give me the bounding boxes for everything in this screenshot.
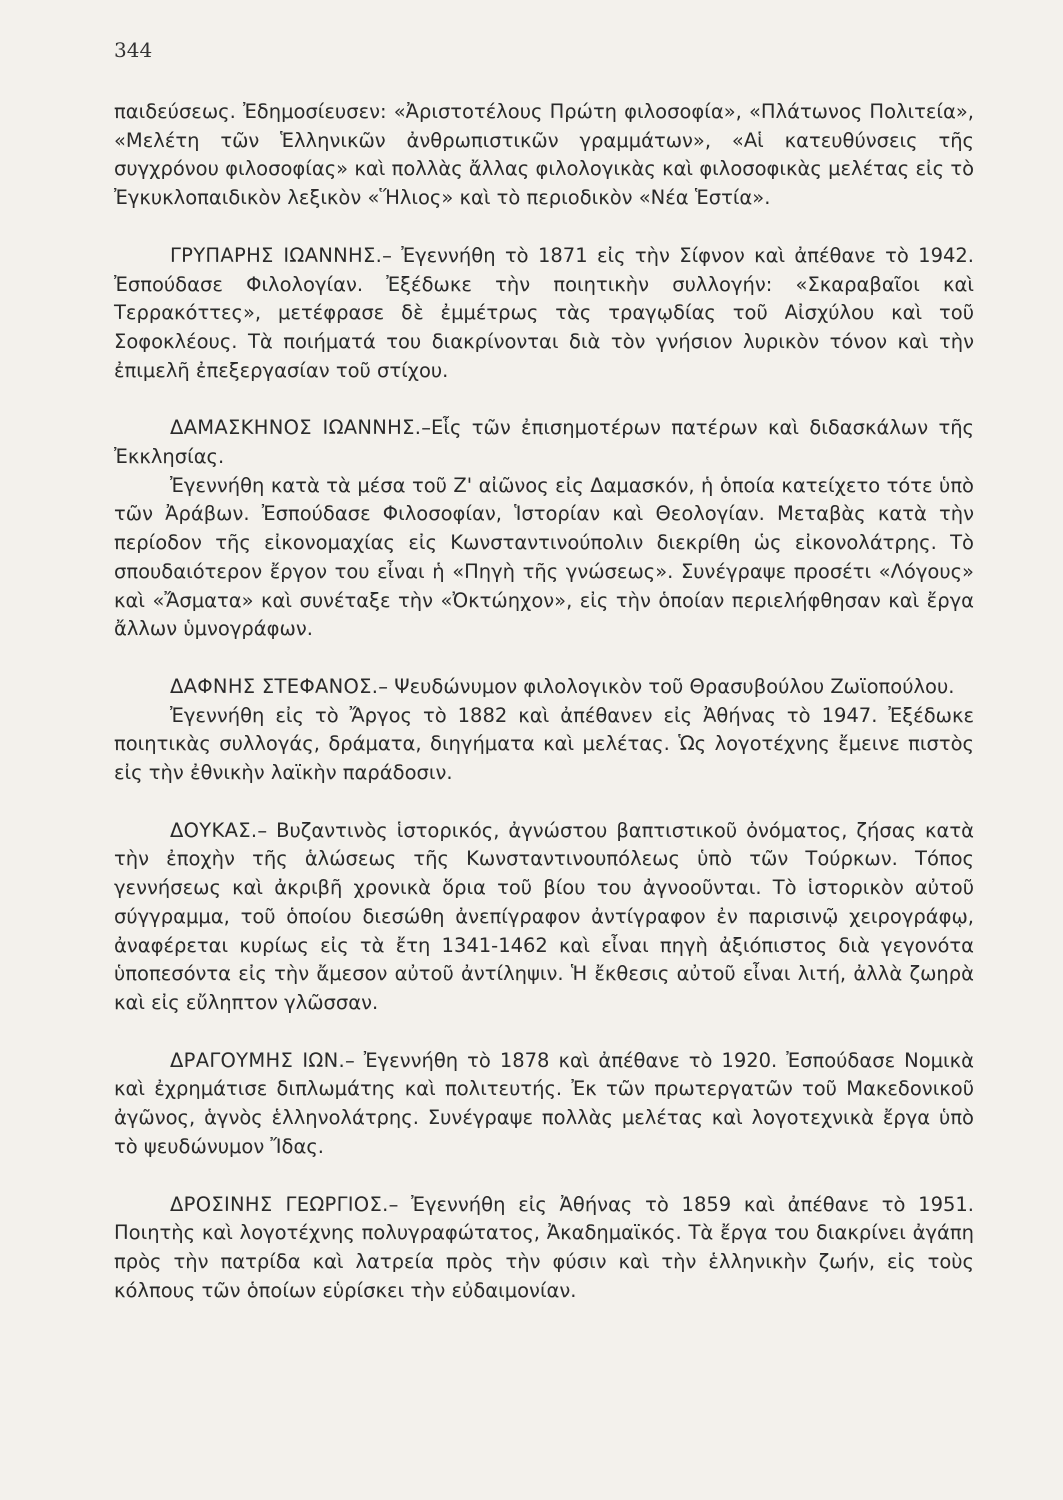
entry-continuation: Ἐγεννήθη εἰς τὸ Ἄργος τὸ 1882 καὶ ἀπέθανεν εἰς Ἀθήνας τὸ 1947. Ἐξέδωκε ποιητικὰς συλλογάς, δράματα, διηγήματα καὶ μελέτας. Ὡς λογοτέχνης ἔμεινε πιστὸς εἰς τὴν ἐθνικὴν λαϊκὴν παράδοσιν. bbox=[114, 703, 974, 785]
entry-text: – Ἐγεννήθη εἰς Ἀθήνας τὸ 1859 καὶ ἀπέθανε τὸ 1951. Ποιητὴς καὶ λογοτέχνης πολυγραφώτατος, Ἀκαδημαϊκός. Τὰ ἔργα του διακρίνει ἀγάπη πρὸς τὴν πατρίδα καὶ λατρεία πρὸς τὴν φύσιν καὶ τὴν ἑλληνικὴν ζωήν, εἰς τοὺς κόλπους τῶν ὁποίων εὑρίσκει τὴν εὐδαιμονίαν. bbox=[114, 1192, 974, 1302]
entry-name: ΔΑΜΑΣΚΗΝΟΣ ΙΩΑΝΝΗΣ. bbox=[170, 416, 422, 440]
entry-text: – Ἐγεννήθη τὸ 1878 καὶ ἀπέθανε τὸ 1920. Ἐσπούδασε Νομικὰ καὶ ἐχρημάτισε διπλωμάτης καὶ πολιτευτής. Ἐκ τῶν πρωτεργατῶν τοῦ Μακεδονικοῦ ἀγῶνος, ἁγνὸς ἑλληνολάτρης. Συνέγραψε πολλὰς μελέτας καὶ λογοτεχνικὰ ἔργα ὑπὸ τὸ ψευδώνυμον Ἴδας. bbox=[114, 1048, 974, 1158]
entry-name: ΔΡΑΓΟΥΜΗΣ ΙΩΝ. bbox=[170, 1048, 346, 1072]
entry-name: ΔΡΟΣΙΝΗΣ ΓΕΩΡΓΙΟΣ. bbox=[170, 1192, 389, 1216]
entry-dafnis bbox=[114, 673, 974, 702]
intro-paragraph: παιδεύσεως. Ἐδημοσίευσεν: «Ἀριστοτέλους Πρώτη φιλοσοφία», «Πλάτωνος Πολιτεία», «Μελέτη τῶν Ἑλληνικῶν ἀνθρωπιστικῶν γραμμάτων», «Αἱ κατευθύνσεις τῆς συγχρόνου φιλοσοφίας» καὶ πολλὰς ἄλλας φιλολογικὰς καὶ φιλοσοφικὰς μελέτας εἰς τὸ Ἐγκυκλοπαιδικὸν λεξικὸν «Ἥλιος» καὶ τὸ περιοδικὸν «Νέα Ἑστία». bbox=[114, 100, 974, 210]
entry-gryparis bbox=[114, 242, 974, 386]
entry-text: – Ἐγεννήθη τὸ 1871 εἰς τὴν Σίφνον καὶ ἀπέθανε τὸ 1942. Ἐσπούδασε Φιλολογίαν. Ἐξέδωκε τὴν ποιητικὴν συλλογήν: «Σκαραβαῖοι καὶ Τερρακόττες», μετέφρασε δὲ ἐμμέτρως τὰς τραγῳδίας τοῦ Αἰσχύλου καὶ τοῦ Σοφοκλέους. Τὰ ποιήματά του διακρίνονται διὰ τὸν γνήσιον λυρικὸν τόνον καὶ τὴν ἐπιμελῆ ἐπεξεργασίαν τοῦ στίχου. bbox=[114, 243, 974, 382]
entry-text: – Ψευδώνυμον φιλολογικὸν τοῦ Θρασυβούλου Ζωϊοπούλου. bbox=[378, 674, 955, 698]
entry-text: –Εἷς τῶν ἐπισημοτέρων πατέρων καὶ διδασκάλων τῆς Ἐκκλησίας. bbox=[114, 416, 975, 469]
page-body bbox=[114, 98, 974, 1305]
entry-drosinis bbox=[114, 1191, 974, 1306]
entry-name: ΔΟΥΚΑΣ. bbox=[170, 818, 258, 842]
entry-dragoumis bbox=[114, 1047, 974, 1162]
entry-text: – Βυζαντινὸς ἱστορικός, ἀγνώστου βαπτιστικοῦ ὀνόματος, ζήσας κατὰ τὴν ἐποχὴν τῆς ἁλώσεως τῆς Κωνσταντινουπόλεως ὑπὸ τῶν Τούρκων. Τόπος γεννήσεως καὶ ἀκριβῆ χρονικὰ ὅρια τοῦ βίου του ἀγνοοῦνται. Τὸ ἱστορικὸν αὐτοῦ σύγγραμμα, τοῦ ὁποίου διεσώθη ἀνεπίγραφον ἀντίγραφον ἐν παρισινῷ χειρογράφῳ, ἀναφέρεται κυρίως εἰς τὰ ἔτη 1341-1462 καὶ εἶναι πηγὴ ἀξιόπιστος διὰ γεγονότα ὑποπεσόντα εἰς τὴν ἄμεσον αὐτοῦ ἀντίληψιν. Ἡ ἔκθεσις αὐτοῦ εἶναι λιτή, ἀλλὰ ζωηρὰ καὶ εἰς εὔληπτον γλῶσσαν. bbox=[114, 818, 974, 1014]
entry-name: ΔΑΦΝΗΣ ΣΤΕΦΑΝΟΣ. bbox=[170, 674, 379, 698]
page-number: 344 bbox=[114, 38, 153, 62]
entry-damaskinos bbox=[114, 414, 974, 471]
entry-doukas bbox=[114, 817, 974, 1018]
entry-continuation: Ἐγεννήθη κατὰ τὰ μέσα τοῦ Ζ' αἰῶνος εἰς Δαμασκόν, ἡ ὁποία κατείχετο τότε ὑπὸ τῶν Ἀράβων. Ἐσπούδασε Φιλοσοφίαν, Ἱστορίαν καὶ Θεολογίαν. Μεταβὰς κατὰ τὴν περίοδον τῆς εἰκονομαχίας εἰς Κωνσταντινούπολιν διεκρίθη ὡς εἰκονολάτρης. Τὸ σπουδαιότερον ἔργον του εἶναι ἡ «Πηγὴ τῆς γνώσεως». Συνέγραψε προσέτι «Λόγους» καὶ «Ἄσματα» καὶ συνέταξε τὴν «Ὀκτώηχον», εἰς τὴν ὁποίαν περιελήφθησαν καὶ ἔργα ἄλλων ὑμνογράφων. bbox=[114, 473, 974, 641]
entry-name: ΓΡΥΠΑΡΗΣ ΙΩΑΝΝΗΣ. bbox=[170, 243, 383, 267]
